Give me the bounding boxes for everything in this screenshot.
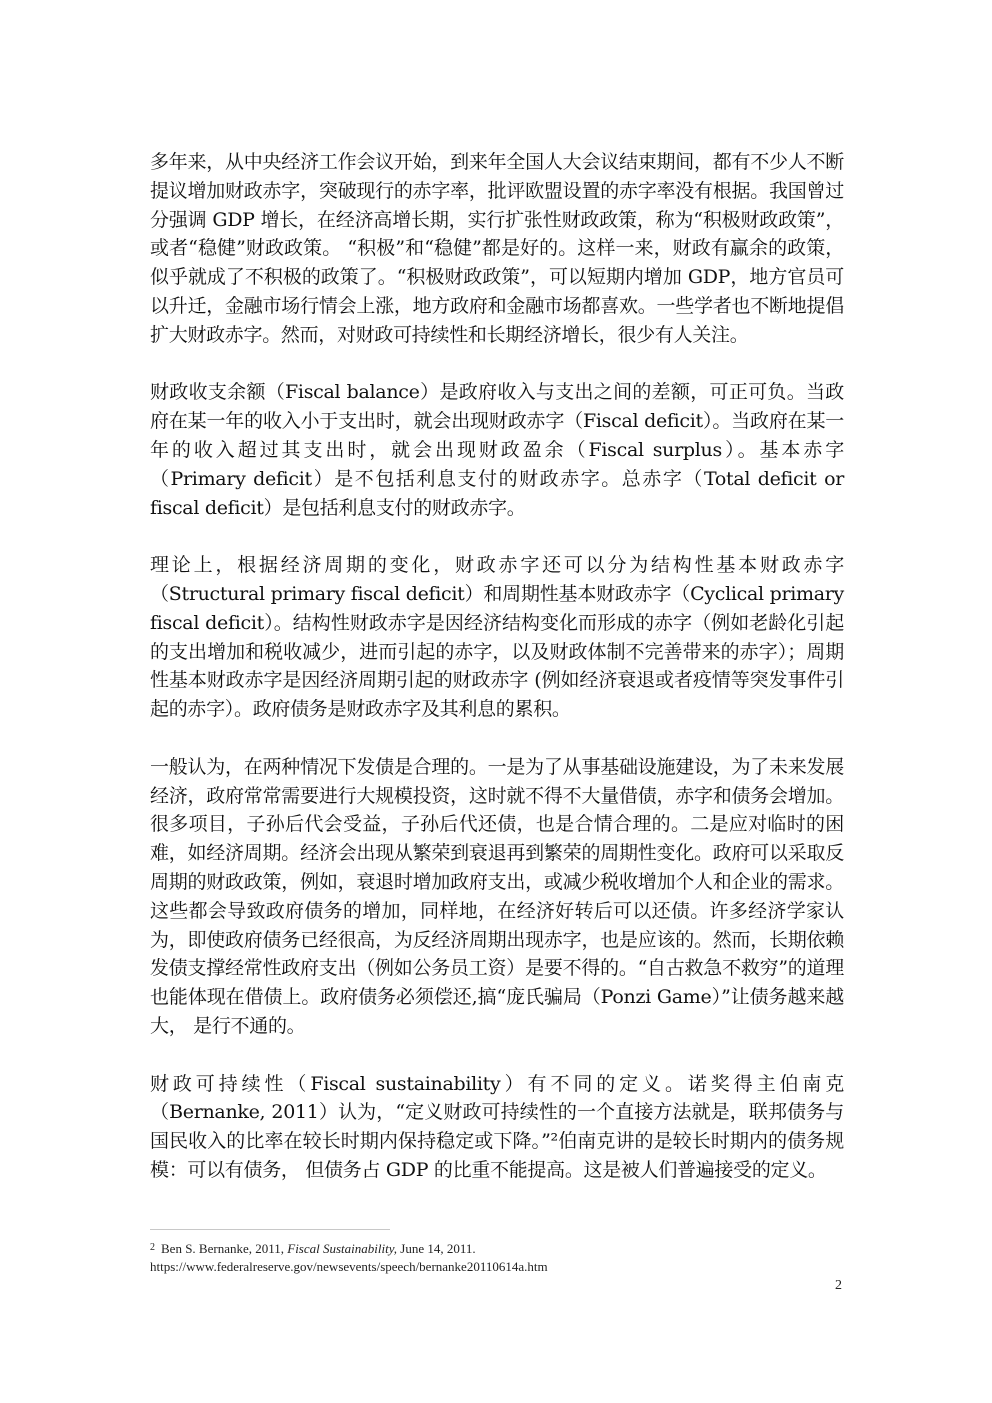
footnote-citation xyxy=(150,1240,850,1258)
footnote-url[interactable]: https://www.federalreserve.gov/newsevents/speech/bernanke20110614a.htm xyxy=(150,1259,548,1274)
footnote-author: Ben S. Bernanke, 2011, xyxy=(161,1241,288,1256)
paragraph-fiscal-sustainability: 财政可持续性（Fiscal sustainability）有不同的定义。诺奖得主伯南克（Bernanke, 2011）认为，“定义财政可持续性的一个直接方法就是，联邦债务与国民收入的比率在较长时期内保持稳定或下降。”²伯南克讲的是较长时期内的债务规模：可以有债务， 但债务占 GDP 的比重不能提高。这是被人们普遍接受的定义。 xyxy=(150,1072,844,1181)
footnote xyxy=(150,1240,850,1276)
footnote-mark: 2 xyxy=(150,1242,155,1253)
paragraph-when-debt-is-reasonable: 一般认为，在两种情况下发债是合理的。一是为了从事基础设施建设，为了未来发展经济，政府常常需要进行大规模投资，这时就不得不大量借债，赤字和债务会增加。很多项目，子孙后代会受益，子孙后代还债，也是合情合理的。二是应对临时的困难，如经济周期。经济会出现从繁荣到衰退再到繁荣的周期性变化。政府可以采取反周期的财政政策，例如，衰退时增加政府支出，或减少税收增加个人和企业的需求。这些都会导致政府债务的增加，同样地，在经济好转后可以还债。许多经济学家认为，即使政府债务已经很高，为反经济周期出现赤字，也是应该的。然而，长期依赖发债支撑经常性政府支出（例如公务员工资）是要不得的。“自古救急不救穷”的道理也能体现在借债上。政府债务必须偿还,搞“庞氏骗局（Ponzi Game）”让债务越来越大， 是行不通的。 xyxy=(150,755,844,1037)
footnote-date: June 14, 2011. xyxy=(397,1241,476,1256)
footnote-divider xyxy=(150,1229,390,1230)
paragraph-fiscal-balance-definitions: 财政收支余额（Fiscal balance）是政府收入与支出之间的差额，可正可负。当政府在某一年的收入小于支出时，就会出现财政赤字（Fiscal deficit）。当政府在某一年的收入超过其支出时，就会出现财政盈余（Fiscal surplus）。基本赤字（Primary deficit）是不包括利息支付的财政赤字。总赤字（Total deficit or fiscal deficit）是包括利息支付的财政赤字。 xyxy=(150,381,844,519)
page-number: 2 xyxy=(835,1278,842,1293)
page-body xyxy=(150,148,844,1185)
paragraph-fiscal-policy-intro: 多年来，从中央经济工作会议开始，到来年全国人大会议结束期间，都有不少人不断提议增加财政赤字，突破现行的赤字率，批评欧盟设置的赤字率没有根据。我国曾过分强调 GDP 增长，在经济高增长期，实行扩张性财政政策，称为“积极财政政策”，或者“稳健”财政政策。 “积极”和“稳健”都是好的。这样一来，财政有赢余的政策，似乎就成了不积极的政策了。“积极财政政策”，可以短期内增加 GDP，地方官员可以升迁，金融市场行情会上涨，地方政府和金融市场都喜欢。一些学者也不断地提倡扩大财政赤字。然而，对财政可持续性和长期经济增长，很少有人关注。 xyxy=(150,151,844,346)
paragraph-structural-cyclical-deficit: 理论上，根据经济周期的变化，财政赤字还可以分为结构性基本财政赤字（Structural primary fiscal deficit）和周期性基本财政赤字（Cyclical primary fiscal deficit）。结构性财政赤字是因经济结构变化而形成的赤字（例如老龄化引起的支出增加和税收减少，进而引起的赤字，以及财政体制不完善带来的赤字）；周期性基本财政赤字是因经济周期引起的财政赤字 (例如经济衰退或者疫情等突发事件引起的赤字）。政府债务是财政赤字及其利息的累积。 xyxy=(150,554,844,721)
footnote-title: Fiscal Sustainability, xyxy=(287,1241,398,1256)
